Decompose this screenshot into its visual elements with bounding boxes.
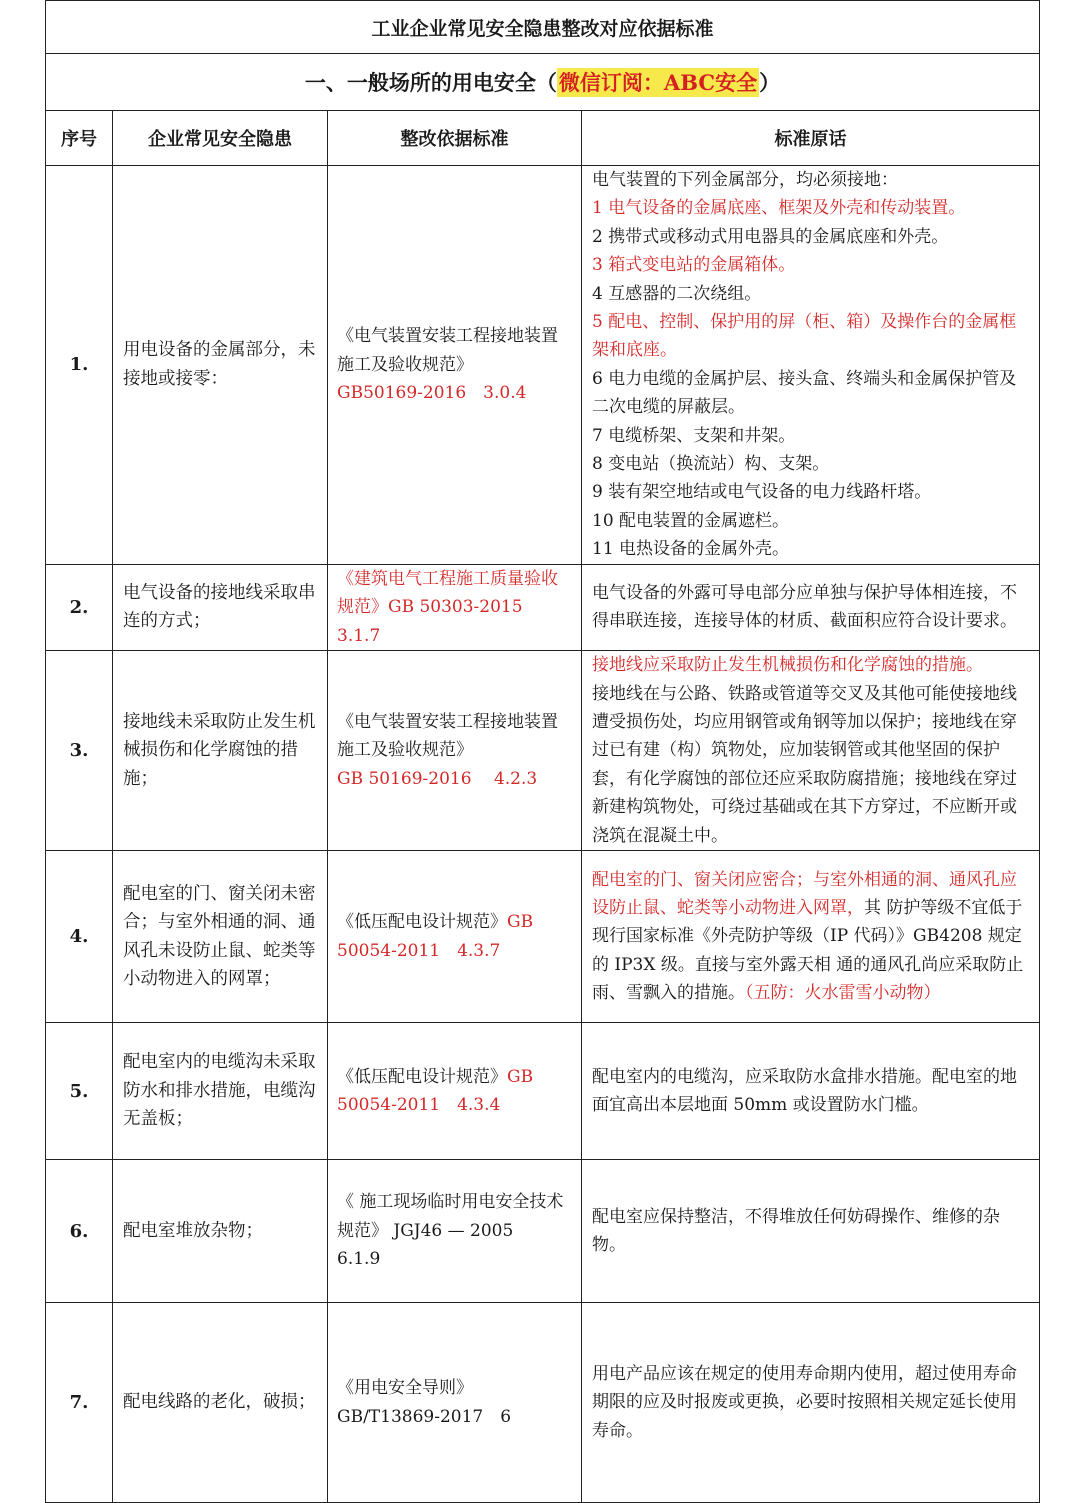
standard-name: 《低压配电设计规范》: [337, 1066, 507, 1087]
original-text-cell: [582, 1160, 1040, 1303]
document-title: 工业企业常见安全隐患整改对应依据标准: [46, 1, 1040, 54]
original-line: 用电产品应该在规定的使用寿命期内使用，超过使用寿命期限的应及时报废或更换，必要时按照相关规定延长使用寿命。: [592, 1363, 1017, 1441]
standard-name: 《用电安全导则》 GB/T13869-2017 6: [337, 1378, 512, 1427]
section-heading: [46, 54, 1040, 111]
original-line: 电气设备的外露可导电部分应单独与保护导体相连接，不得串联连接，连接导体的材质、截面积应符合设计要求。: [592, 583, 1017, 632]
table-row: [46, 651, 1040, 851]
original-text-cell: [582, 851, 1040, 1023]
original-segment: 其 防护等级不宜低于现行国家标准《外壳防护等级（IP 代码）》GB4208 规定的 IP3X 级。直接与室外露天相 通的通风孔尚应采取防止雨、雪飘入的措施。: [592, 897, 1024, 1004]
original-line: 6 电力电缆的金属护层、接头盒、终端头和金属保护管及二次电缆的屏蔽层。: [592, 368, 1017, 418]
standard-cell: [328, 564, 582, 651]
original-line: 电气装置的下列金属部分，均必须接地：: [592, 170, 898, 190]
hazard-cell: 电气设备的接地线采取串连的方式；: [113, 564, 328, 651]
header-standard: 整改依据标准: [328, 111, 582, 166]
standard-cell: [328, 651, 582, 851]
row-number: 1.: [46, 166, 113, 565]
original-line: 11 电热设备的金属外壳。: [592, 539, 790, 560]
standard-name: 《 施工现场临时用电安全技术规范》 JGJ46 — 2005 6.1.9: [337, 1192, 564, 1270]
standard-name: 《电气装置安装工程接地装置施工及验收规范》: [337, 326, 558, 375]
original-line: 2 携带式或移动式用电器具的金属底座和外壳。: [592, 226, 949, 247]
standard-code: GB 50054-2011 4.3.7: [337, 912, 534, 961]
hazard-cell: 用电设备的金属部分，未接地或接零：: [113, 166, 328, 565]
original-text-cell: [582, 1303, 1040, 1503]
row-number: 7.: [46, 1303, 113, 1503]
original-text-cell: [582, 166, 1040, 565]
original-line: 配电室应保持整洁，不得堆放任何妨碍操作、维修的杂物。: [592, 1206, 1000, 1256]
header-original: 标准原话: [582, 111, 1040, 166]
subscription-highlight: 微信订阅：ABC安全: [558, 70, 758, 95]
title-row: [46, 1, 1040, 54]
original-text-cell: [582, 651, 1040, 851]
original-line: 接地线在与公路、铁路或管道等交叉及其他可能使接地线遭受损伤处，均应用钢管或角钢等加以保护；接地线在穿过已有建（构）筑物处，应加装钢管或其他坚固的保护套，有化学腐蚀的部位还应采取防腐措施；接地线在穿过新建构筑物处，可绕过基础或在其下方穿过，不应断开或浇筑在混凝土中。: [592, 683, 1017, 846]
hazard-cell: 配电室的门、窗关闭未密合；与室外相通的洞、通风孔未设防止鼠、蛇类等小动物进入的网罩；: [113, 851, 328, 1023]
table-row: [46, 1023, 1040, 1160]
standard-cell: [328, 1303, 582, 1503]
table-row: [46, 564, 1040, 651]
table-row: [46, 1160, 1040, 1303]
standard-cell: [328, 166, 582, 565]
row-number: 5.: [46, 1023, 113, 1160]
header-row: [46, 111, 1040, 166]
standard-name: 《电气装置安装工程接地装置施工及验收规范》: [337, 711, 558, 761]
header-hazard: 企业常见安全隐患: [113, 111, 328, 166]
row-number: 4.: [46, 851, 113, 1023]
original-line: 配电室内的电缆沟，应采取防水盒排水措施。配电室的地面宜高出本层地面 50mm 或设置防水门槛。: [592, 1066, 1017, 1116]
original-line: 7 电缆桥架、支架和井架。: [592, 425, 796, 446]
standard-cell: [328, 851, 582, 1023]
original-line: 9 装有架空地结或电气设备的电力线路杆塔。: [592, 482, 932, 503]
original-text-cell: [582, 1023, 1040, 1160]
original-line: 5 配电、控制、保护用的屏（柜、箱）及操作台的金属框架和底座。: [592, 312, 1017, 361]
original-segment: （五防：火水雷雪小动物）: [745, 983, 941, 1004]
standard-code: GB 50054-2011 4.3.4: [337, 1066, 534, 1116]
original-line: 4 互感器的二次绕组。: [592, 283, 762, 304]
table-row: [46, 851, 1040, 1023]
section-suffix: ）: [759, 70, 781, 95]
hazard-cell: 配电室堆放杂物；: [113, 1160, 328, 1303]
original-line: 3 箱式变电站的金属箱体。: [592, 255, 796, 276]
header-no: 序号: [46, 111, 113, 166]
hazard-cell: 配电室内的电缆沟未采取防水和排水措施，电缆沟无盖板；: [113, 1023, 328, 1160]
original-text-cell: [582, 564, 1040, 651]
original-line: 接地线应采取防止发生机械损伤和化学腐蚀的措施。: [592, 655, 983, 676]
row-number: 2.: [46, 564, 113, 651]
table-row: [46, 166, 1040, 565]
standard-name: 《低压配电设计规范》: [337, 912, 507, 933]
section-row: [46, 54, 1040, 111]
hazard-cell: 配电线路的老化，破损；: [113, 1303, 328, 1503]
hazard-standards-table: [45, 0, 1040, 1503]
row-number: 6.: [46, 1160, 113, 1303]
original-line: 8 变电站（换流站）构、支架。: [592, 454, 830, 475]
table-row: [46, 1303, 1040, 1503]
standard-code: 《建筑电气工程施工质量验收规范》GB 50303-2015 3.1.7: [337, 568, 558, 646]
standard-cell: [328, 1160, 582, 1303]
section-prefix: 一、一般场所的用电安全（: [304, 70, 557, 95]
standard-code: GB 50169-2016 4.2.3: [337, 768, 538, 789]
standard-code: GB50169-2016 3.0.4: [337, 383, 527, 404]
standard-cell: [328, 1023, 582, 1160]
original-line: 10 配电装置的金属遮栏。: [592, 510, 790, 531]
hazard-cell: 接地线未采取防止发生机械损伤和化学腐蚀的措施；: [113, 651, 328, 851]
row-number: 3.: [46, 651, 113, 851]
original-line: 1 电气设备的金属底座、框架及外壳和传动装置。: [592, 198, 966, 219]
original-segment: 配电室的门、窗关闭应密合；与室外相通的洞、通风孔应设防止鼠、蛇类等小动物进入网罩，: [592, 869, 1017, 918]
